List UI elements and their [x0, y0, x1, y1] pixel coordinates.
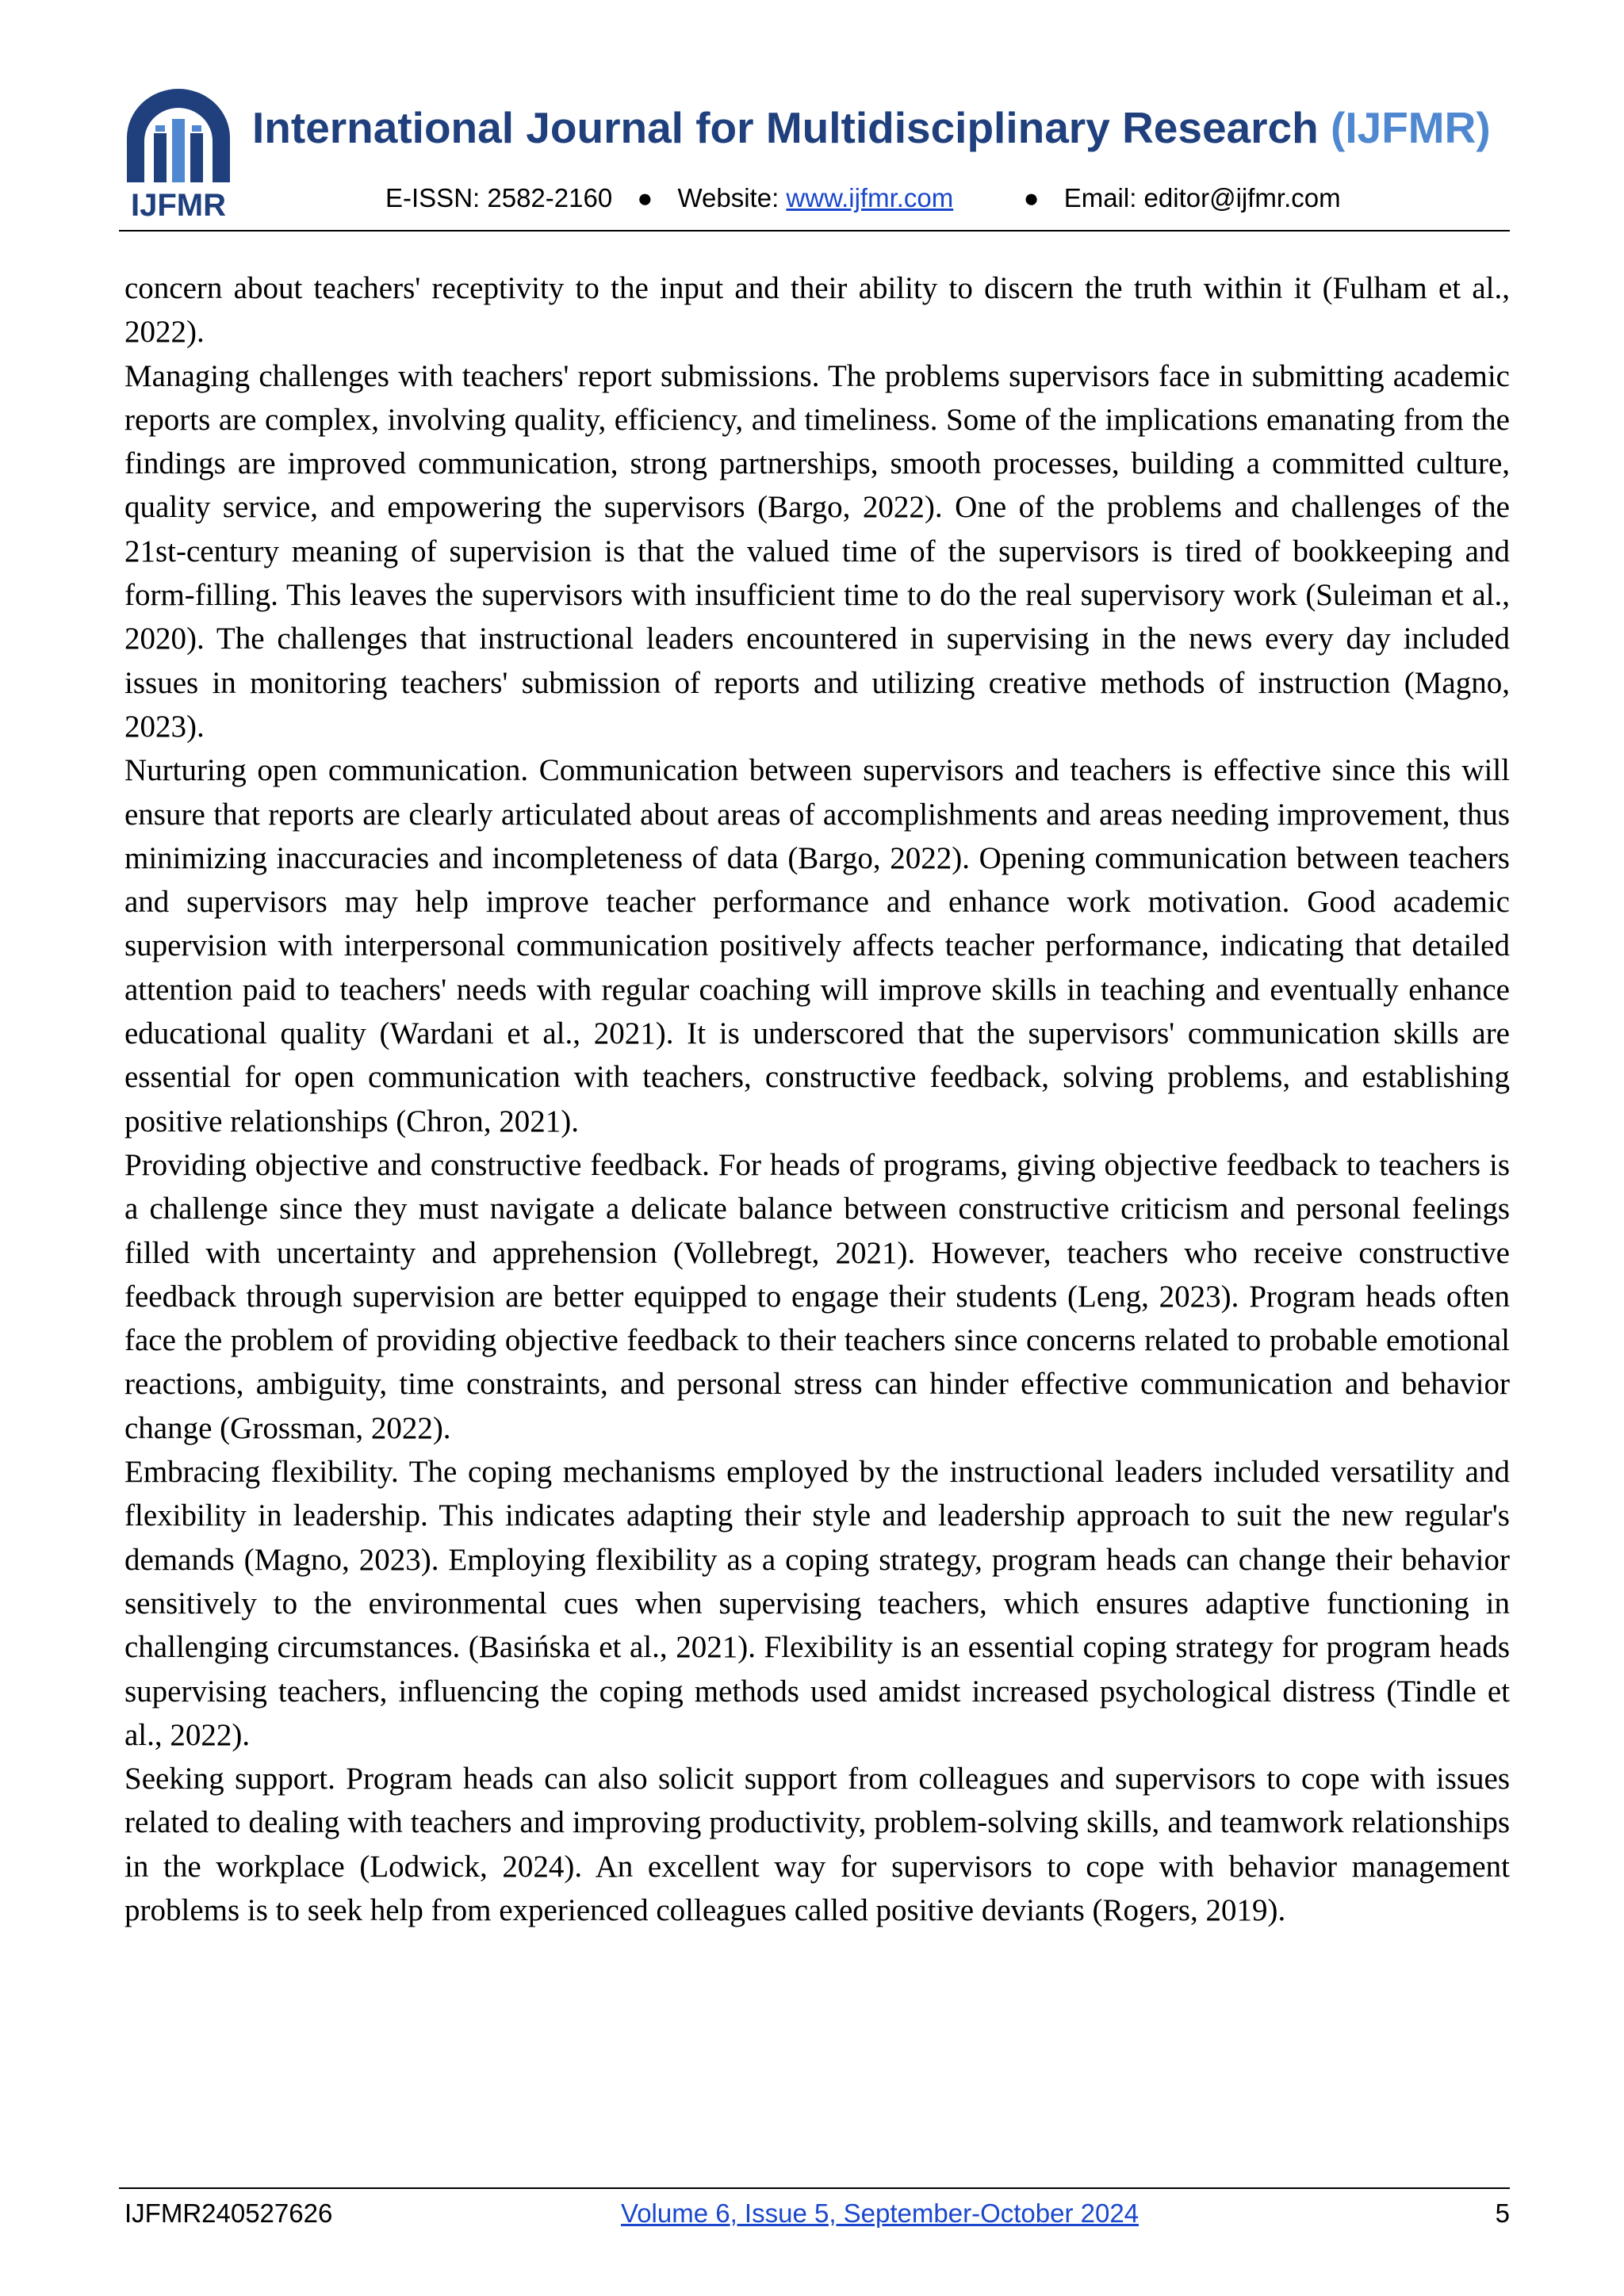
paragraph: Seeking support. Program heads can also solicit support from colleagues and supervisors to cope with issues related to dealing with teachers and improving productivity, problem-solving skills, and teamwork relationships in the workplace (Lodwick, 2024). An excellent way for supervisors to cope with behavior management problems is to seek help from experienced colleagues called positive deviants (Rogers, 2019).	[124, 1762, 1510, 1927]
paragraph: concern about teachers' receptivity to the input and their ability to discern the truth within it (Fulham et al., 2022).	[124, 271, 1510, 350]
website-link[interactable]: www.ijfmr.com	[786, 183, 954, 212]
paragraph: Managing challenges with teachers' report submissions. The problems supervisors face in submitting academic reports are complex, involving quality, efficiency, and timeliness. Some of the implications emanating from the findings are improved communication, strong partnerships, smooth processes, building a committed culture, quality service, and empowering the supervisors (Bargo, 2022). One of the problems and challenges of the 21st-century meaning of supervision is that the valued time of the supervisors is tired of bookkeeping and form-filling. This leaves the supervisors with insufficient time to do the real supervisory work (Suleiman et al., 2020). The challenges that instructional leaders encountered in supervising in the news every day included issues in monitoring teachers' submission of reports and utilizing creative methods of instruction (Magno, 2023).	[124, 358, 1510, 744]
bullet-separator: ●	[1023, 183, 1040, 212]
website-label: Website:	[677, 183, 779, 212]
logo-wordmark: IJFMR	[131, 188, 226, 222]
paper-id: IJFMR240527626	[124, 2198, 333, 2228]
bullet-separator: ●	[637, 183, 653, 212]
email: Email: editor@ijfmr.com	[1063, 183, 1341, 212]
page-number: 5	[1495, 2198, 1510, 2228]
journal-abbreviation: (IJFMR)	[1331, 103, 1491, 152]
volume-issue-link[interactable]: Volume 6, Issue 5, September-October 2024	[621, 2198, 1139, 2228]
journal-name: International Journal for Multidisciplinary Research	[252, 103, 1319, 152]
paragraph: Providing objective and constructive feedback. For heads of programs, giving objective feedback to teachers is a challenge since they must navigate a delicate balance between constructive criticism and personal feelings filled with uncertainty and apprehension (Vollebregt, 2021). However, teachers who receive constructive feedback through supervision are better equipped to engage their students (Leng, 2023). Program heads often face the problem of providing objective feedback to their teachers since concerns related to probable emotional reactions, ambiguity, time constraints, and personal stress can hinder effective communication and behavior change (Grossman, 2022).	[124, 1147, 1510, 1445]
header-divider	[119, 230, 1510, 232]
footer-divider	[119, 2187, 1510, 2189]
journal-title	[252, 101, 1553, 154]
paragraph: Embracing flexibility. The coping mechanisms employed by the instructional leaders included versatility and flexibility in leadership. This indicates adapting their style and leadership approach to suit the new regular's demands (Magno, 2023). Employing flexibility as a coping strategy, program heads can change their behavior sensitively to the environmental cues when supervising teachers, which ensures adaptive functioning in challenging circumstances. (Basińska et al., 2021). Flexibility is an essential coping strategy for program heads supervising teachers, influencing the coping methods used amidst increased psychological distress (Tindle et al., 2022).	[124, 1455, 1510, 1752]
page-footer	[124, 2195, 1510, 2233]
ijfmr-logo	[119, 89, 238, 222]
article-body	[124, 266, 1510, 1932]
journal-meta	[385, 181, 1416, 216]
issn: E-ISSN: 2582-2160	[385, 183, 613, 212]
paragraph: Nurturing open communication. Communication between supervisors and teachers is effective since this will ensure that reports are clearly articulated about areas of accomplishments and areas needing improvement, thus minimizing inaccuracies and incompleteness of data (Bargo, 2022). Opening communication between teachers and supervisors may help improve teacher performance and enhance work motivation. Good academic supervision with interpersonal communication positively affects teacher performance, indicating that detailed attention paid to teachers' needs with regular coaching will improve skills in teaching and eventually enhance educational quality (Wardani et al., 2021). It is underscored that the supervisors' communication skills are essential for open communication with teachers, constructive feedback, solving problems, and establishing positive relationships (Chron, 2021).	[124, 753, 1510, 1138]
